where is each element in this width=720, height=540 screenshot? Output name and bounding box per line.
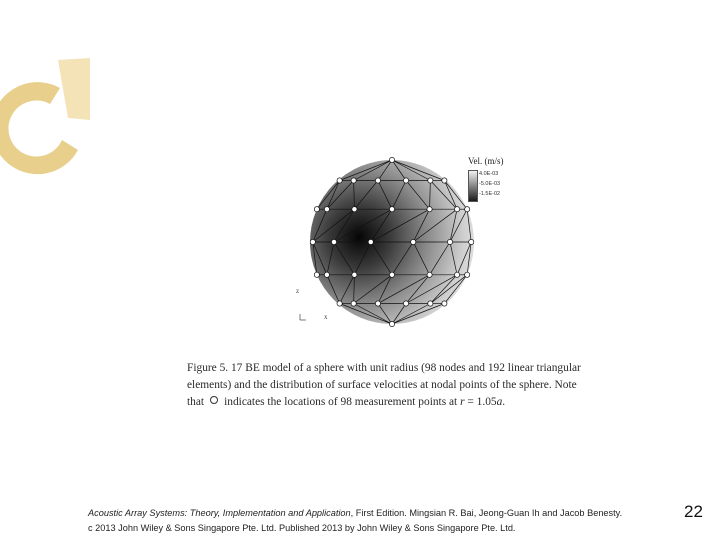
measurement-point xyxy=(442,178,447,183)
caption-indicates: indicates the locations of 98 measurement points at xyxy=(224,396,458,408)
measurement-point xyxy=(352,207,357,212)
measurement-point xyxy=(389,272,394,277)
legend-title: Vel. (m/s) xyxy=(468,156,504,166)
measurement-point xyxy=(454,272,459,277)
measurement-point xyxy=(351,178,356,183)
citation-line-1 xyxy=(88,506,688,521)
caption-var-a: a xyxy=(496,396,503,408)
measurement-point xyxy=(403,178,408,183)
caption-line-2: elements) and the distribution of surface velocities at nodal points of the sphere. Note xyxy=(187,379,577,391)
caption-line-3 xyxy=(187,394,607,411)
measurement-point xyxy=(411,239,416,244)
circle-symbol-icon xyxy=(210,396,218,404)
measurement-point xyxy=(428,178,433,183)
logo-light-block xyxy=(58,58,90,120)
measurement-point xyxy=(389,157,394,162)
caption-var-r: r xyxy=(460,396,465,408)
measurement-point xyxy=(310,239,315,244)
velocity-legend xyxy=(468,156,538,202)
measurement-point xyxy=(337,178,342,183)
caption-line-1: Figure 5. 17 BE model of a sphere with unit radius (98 nodes and 192 linear triangular xyxy=(187,362,581,374)
measurement-point xyxy=(331,239,336,244)
measurement-point xyxy=(442,301,447,306)
legend-tick-2: -5.0E-03 xyxy=(479,181,501,187)
measurement-point xyxy=(375,178,380,183)
measurement-point xyxy=(465,272,470,277)
decorative-logo-shape xyxy=(0,0,90,200)
citation-line-2: c 2013 John Wiley & Sons Singapore Pte. Ltd. Published 2013 by John Wiley & Sons Singapore Pte. Ltd. xyxy=(88,523,516,533)
measurement-point xyxy=(351,301,356,306)
legend-tick-3: -1.5E-02 xyxy=(479,191,501,197)
axis-label-x: x xyxy=(324,313,328,321)
measurement-point xyxy=(427,207,432,212)
measurement-point xyxy=(427,272,432,277)
measurement-point xyxy=(314,272,319,277)
measurement-point xyxy=(337,301,342,306)
measurement-point xyxy=(352,272,357,277)
measurement-point xyxy=(375,301,380,306)
figure-caption xyxy=(187,360,607,411)
page-number: 22 xyxy=(684,502,703,521)
legend-colorbar xyxy=(468,170,478,202)
measurement-point xyxy=(314,207,319,212)
measurement-point xyxy=(368,239,373,244)
caption-that: that xyxy=(187,396,205,408)
measurement-point xyxy=(403,301,408,306)
measurement-point xyxy=(465,207,470,212)
measurement-point xyxy=(428,301,433,306)
measurement-point xyxy=(389,207,394,212)
caption-end: . xyxy=(502,396,506,408)
book-title: Acoustic Array Systems: Theory, Implementation and Application xyxy=(88,508,351,518)
citation-footer xyxy=(88,506,688,536)
measurement-point xyxy=(389,321,394,326)
citation-authors: , First Edition. Mingsian R. Bai, Jeong-Guan Ih and Jacob Benesty. xyxy=(350,508,623,518)
legend-tick-1: 4.0E-03 xyxy=(479,171,499,177)
measurement-point xyxy=(447,239,452,244)
caption-eq: = 1.05 xyxy=(464,396,497,408)
measurement-point xyxy=(324,272,329,277)
measurement-point xyxy=(454,207,459,212)
measurement-point xyxy=(469,239,474,244)
measurement-point xyxy=(324,207,329,212)
axis-label-z: z xyxy=(296,287,300,295)
